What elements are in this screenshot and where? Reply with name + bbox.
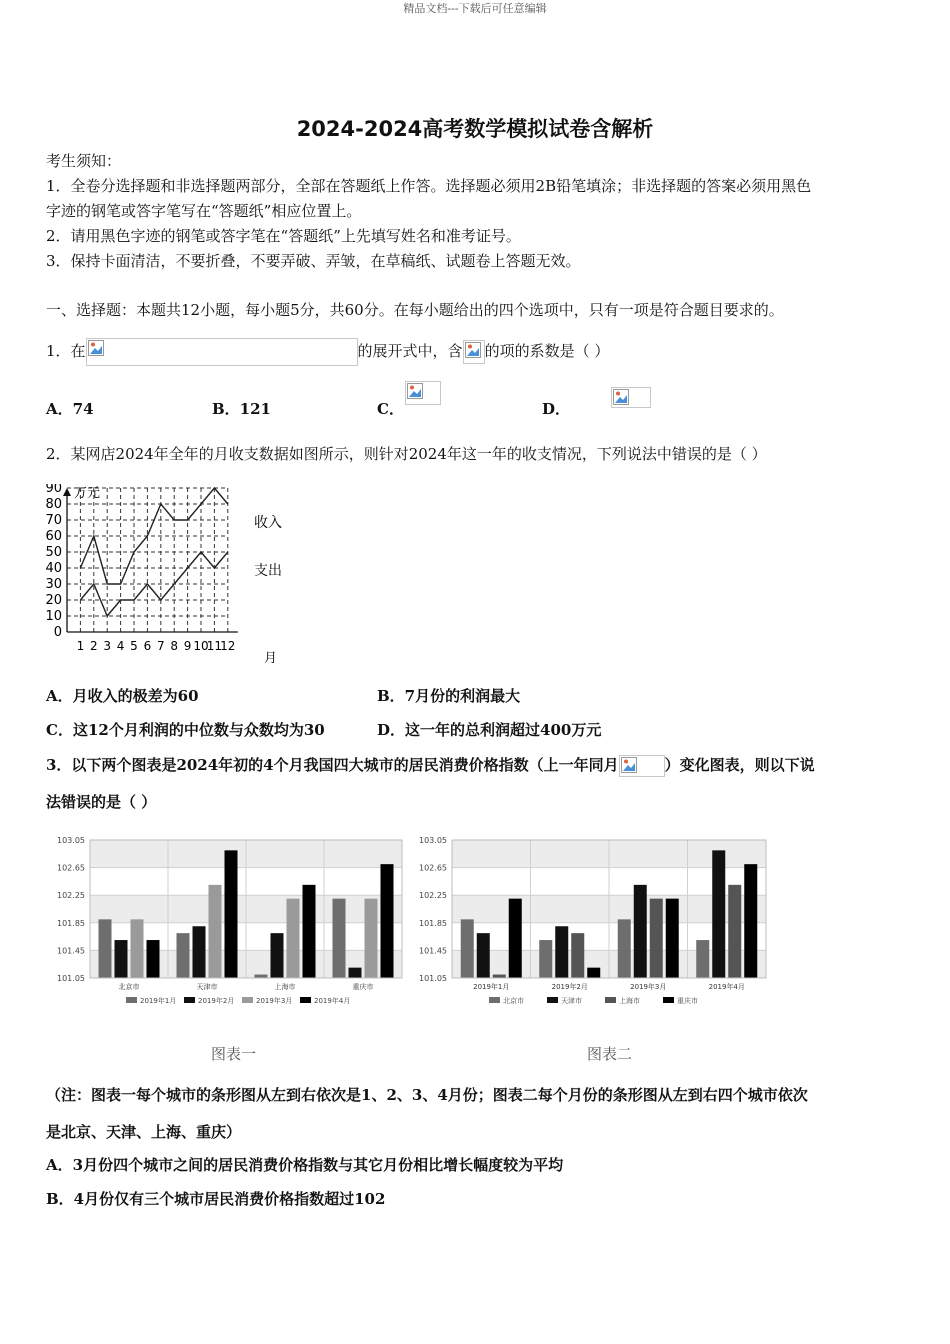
q1-prefix: 1．在 (46, 342, 86, 360)
question-2-stem: 2．某网店2024年全年的月收支数据如图所示，则针对2024年这一年的收支情况，下列说法中错误的是（ ） (46, 445, 767, 463)
y-tick-label: 101.05 (57, 974, 85, 983)
bar (493, 975, 506, 978)
bar (287, 899, 300, 978)
y-tick-label: 102.65 (57, 863, 85, 873)
q3-stem-b: ）变化图表，则以下说 (664, 756, 815, 774)
legend-label: 2019年4月 (314, 997, 351, 1005)
broken-image-icon (88, 340, 104, 356)
bar (381, 864, 394, 978)
x-tick-label: 2019年1月 (473, 983, 510, 991)
q1-middle: 的展开式中，含 (357, 342, 463, 360)
q1-option-d[interactable]: D． (542, 400, 571, 418)
bar (131, 919, 144, 978)
legend-label: 2019年1月 (140, 997, 177, 1005)
y-tick-label: 90 (45, 484, 62, 496)
y-tick-label: 102.65 (419, 863, 447, 873)
bar (555, 926, 568, 978)
legend-swatch (663, 997, 674, 1003)
legend-swatch (489, 997, 500, 1003)
bar (365, 899, 378, 978)
y-tick-label: 101.85 (419, 918, 447, 928)
x-tick-label: 12 (220, 639, 236, 653)
y-tick-label: 101.45 (419, 946, 447, 956)
broken-image-icon (407, 383, 423, 399)
chart-axes (63, 488, 238, 632)
y-tick-label: 80 (45, 497, 62, 512)
q1-option-b[interactable]: B．121 (212, 400, 271, 418)
bar (650, 899, 663, 978)
x-tick-label: 9 (183, 639, 192, 653)
bar (477, 933, 490, 978)
legend-label: 重庆市 (677, 997, 698, 1005)
section-heading: 一、选择题：本题共12小题，每小题5分，共60分。在每小题给出的四个选项中，只有一项是符合题目要求的。 (46, 301, 784, 319)
q3-option-a[interactable]: A．3月份四个城市之间的居民消费价格指数与其它月份相比增长幅度较为平均 (46, 1156, 564, 1174)
notice-heading: 考生须知： (46, 152, 122, 170)
chart-caption-2: 图表二 (587, 1045, 633, 1063)
bar (115, 940, 128, 978)
broken-image-icon (613, 389, 629, 405)
y-tick-label: 103.05 (57, 836, 85, 845)
x-tick-label: 5 (130, 639, 138, 653)
y-tick-label: 101.05 (419, 974, 447, 983)
option-c-image (405, 381, 441, 405)
x-tick-label: 10 (193, 639, 209, 653)
y-tick-label: 101.85 (57, 918, 85, 928)
q3-option-b[interactable]: B．4月份仅有三个城市居民消费价格指数超过102 (46, 1190, 386, 1208)
question-1-stem (46, 338, 609, 366)
legend-swatch (184, 997, 195, 1003)
legend-swatch (300, 997, 311, 1003)
bar (271, 933, 284, 978)
term-image (463, 340, 485, 364)
y-tick-label: 0 (53, 625, 62, 640)
page-title: 2024-2024高考数学模拟试卷含解析 (296, 117, 654, 141)
x-tick-label: 2019年2月 (551, 983, 588, 991)
legend-label: 北京市 (503, 997, 524, 1005)
q2-option-d[interactable]: D．这一年的总利润超过400万元 (377, 721, 602, 739)
q2-option-a[interactable]: A．月收入的极差为60 (46, 687, 199, 705)
bar (744, 864, 757, 978)
x-tick-label: 6 (143, 639, 152, 653)
x-tick-label: 7 (156, 639, 165, 653)
inline-image (619, 755, 665, 777)
broken-image-icon (621, 757, 637, 773)
q1-option-c[interactable]: C． (377, 400, 404, 418)
broken-image-icon (465, 342, 481, 358)
chart-caption-1: 图表一 (211, 1045, 257, 1063)
q3-stem-a: 3．以下两个图表是2024年初的4个月我国四大城市的居民消费价格指数（上一年同月 (46, 756, 619, 774)
y-tick-label: 20 (45, 593, 62, 608)
question-3-stem-cont: 法错误的是（ ） (46, 793, 157, 811)
x-tick-label: 1 (76, 639, 85, 653)
bar (99, 919, 112, 978)
bar (461, 919, 474, 978)
x-tick-label: 重庆市 (352, 983, 374, 991)
notice-item-1: 1．全卷分选择题和非选择题两部分，全部在答题纸上作答。选择题必须用2B铅笔填涂；非选择题的答案必须用黑色 (46, 177, 812, 195)
y-tick-label: 60 (45, 529, 62, 544)
q1-suffix: 的项的系数是（ ） (484, 342, 610, 360)
series-label-income: 收入 (254, 515, 282, 531)
bar (571, 933, 584, 978)
legend-label: 天津市 (561, 997, 582, 1005)
x-tick-label: 8 (170, 639, 179, 653)
bar (712, 850, 725, 978)
bar (634, 885, 647, 978)
q2-option-b[interactable]: B．7月份的利润最大 (377, 687, 521, 705)
bar (666, 899, 679, 978)
bar (147, 940, 160, 978)
bar (728, 885, 741, 978)
bar (539, 940, 552, 978)
chart-grid (67, 488, 228, 632)
cpi-chart-by-city (48, 830, 408, 1020)
bar (193, 926, 206, 978)
option-d-image (611, 387, 651, 408)
legend-swatch (547, 997, 558, 1003)
bar (333, 899, 346, 978)
bar (209, 885, 222, 978)
legend-swatch (126, 997, 137, 1003)
y-tick-label: 70 (45, 513, 62, 528)
x-tick-label: 2 (89, 639, 98, 653)
bar (587, 968, 600, 978)
legend-label: 2019年2月 (198, 997, 235, 1005)
bar (303, 885, 316, 978)
x-tick-label: 4 (116, 639, 125, 653)
x-tick-label: 天津市 (196, 983, 218, 991)
y-tick-label: 103.05 (419, 836, 447, 845)
legend-swatch (605, 997, 616, 1003)
page-header: 精品文档---下载后可任意编辑 (403, 2, 547, 15)
y-axis-label: 万元 (74, 486, 101, 501)
cpi-chart-by-month (410, 830, 772, 1020)
x-axis-label: 月 (264, 651, 278, 666)
legend-swatch (242, 997, 253, 1003)
x-tick-label: 3 (103, 639, 112, 653)
bar (509, 899, 522, 978)
x-tick-label: 11 (206, 639, 223, 653)
q3-note-line-2: 是北京、天津、上海、重庆） (46, 1123, 242, 1141)
notice-item-3: 3．保持卡面清洁，不要折叠，不要弄破、弄皱，在草稿纸、试题卷上答题无效。 (46, 252, 581, 270)
series-label-expense: 支出 (254, 563, 282, 579)
y-tick-label: 30 (45, 577, 62, 592)
legend-label: 2019年3月 (256, 997, 293, 1005)
x-tick-label: 北京市 (118, 983, 140, 991)
y-tick-label: 10 (45, 609, 62, 624)
notice-item-2: 2．请用黑色字迹的钢笔或答字笔在“答题纸”上先填写姓名和准考证号。 (46, 227, 521, 245)
y-tick-label: 40 (45, 561, 62, 576)
q2-option-c[interactable]: C．这12个月利润的中位数与众数均为30 (46, 721, 325, 739)
x-tick-label: 上海市 (274, 983, 296, 991)
notice-item-1-cont: 字迹的钢笔或答字笔写在“答题纸”相应位置上。 (46, 202, 362, 220)
y-axis-arrow (63, 488, 71, 496)
question-3-stem (46, 755, 815, 777)
bar (696, 940, 709, 978)
bar (349, 968, 362, 978)
y-tick-label: 50 (45, 545, 62, 560)
formula-image (86, 338, 358, 366)
x-tick-label: 2019年3月 (630, 983, 667, 991)
q3-note-line-1: （注：图表一每个城市的条形图从左到右依次是1、2、3、4月份；图表二每个月份的条形图从左到右四个城市依次 (46, 1086, 808, 1104)
income-expense-chart (40, 484, 300, 669)
y-tick-label: 101.45 (57, 946, 85, 956)
y-tick-label: 102.25 (419, 891, 447, 901)
q1-option-a[interactable]: A．74 (46, 400, 94, 418)
bar (255, 975, 268, 978)
x-tick-label: 2019年4月 (708, 983, 745, 991)
bar (177, 933, 190, 978)
y-tick-label: 102.25 (57, 891, 85, 901)
bar (225, 850, 238, 978)
bar (618, 919, 631, 978)
legend-label: 上海市 (619, 997, 640, 1005)
